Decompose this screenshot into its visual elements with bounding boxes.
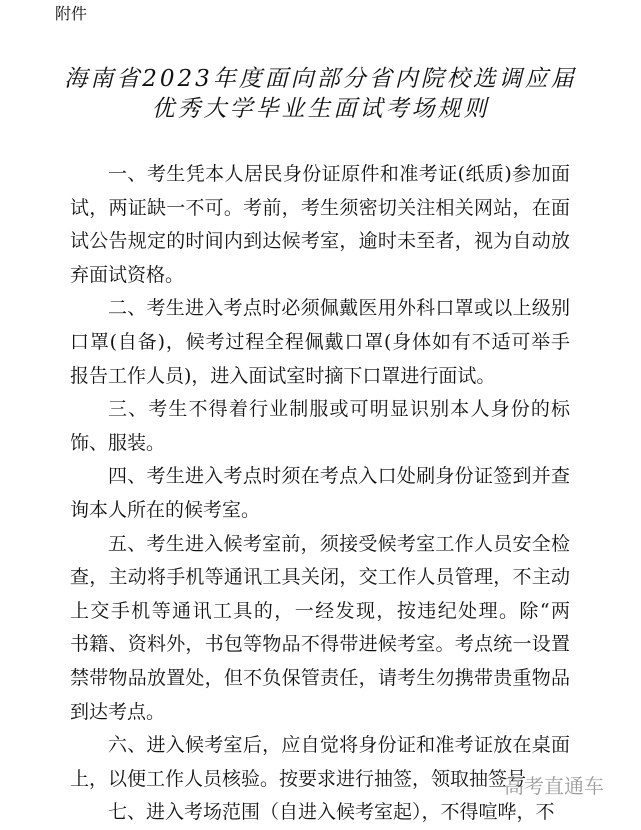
paragraph-line: 弃面试资格。 — [70, 263, 185, 286]
paragraph-line: 试，两证缺一不可。考前，考生须密切关注相关网站，在面 — [70, 196, 570, 219]
rule-paragraph — [70, 158, 570, 292]
paragraph-line: 一、考生凭本人居民身份证原件和准考证(纸质)参加面 — [108, 163, 570, 185]
paragraph-line: 口罩(自备)，候考过程全程佩戴口罩(身体如有不适可举手 — [70, 330, 570, 353]
paragraph-line: 禁带物品放置处，但不负保管责任，请考生勿携带贵重物品 — [70, 666, 570, 689]
document-body — [70, 158, 570, 830]
paragraph-line: 三、考生不得着行业制服或可明显识别本人身份的标 — [108, 398, 570, 421]
watermark: 高考直通车 — [504, 774, 604, 798]
paragraph-line: 试公告规定的时间内到达候考室，逾时未至者，视为自动放 — [70, 230, 570, 253]
paragraph-line: 上，以便工作人员核验。按要求进行抽签，领取抽签号 — [70, 767, 527, 790]
paragraph-line: 报告工作人员)，进入面试室时摘下口罩进行面试。 — [70, 364, 496, 387]
paragraph-line: 七、进入考场范围（自进入候考室起），不得喧哗，不 — [108, 801, 555, 824]
rule-paragraph — [70, 796, 570, 830]
rule-paragraph — [70, 729, 570, 796]
paragraph-line: 饰、服装。 — [70, 431, 166, 454]
rule-paragraph — [70, 292, 570, 393]
attachment-label: 附件 — [55, 4, 88, 23]
paragraph-line: 到达考点。 — [70, 700, 166, 723]
paragraph-line: 六、进入候考室后，应自觉将身份证和准考证放在桌面 — [108, 734, 570, 757]
paragraph-line: 上交手机等通讯工具的，一经发现，按违纪处理。除“两 — [70, 599, 570, 622]
rule-paragraph — [70, 393, 570, 460]
paragraph-line: 二、考生进入考点时必须佩戴医用外科口罩或以上级别 — [108, 297, 570, 320]
paragraph-line: 书籍、资料外，书包等物品不得带进候考室。考点统一设置 — [70, 633, 570, 656]
document-title-line-1: 海南省2023年度面向部分省内院校选调应届 — [64, 66, 577, 92]
paragraph-line: 查，主动将手机等通讯工具关闭，交工作人员管理，不主动 — [70, 566, 570, 589]
document-title-line-2: 优秀大学毕业生面试考场规则 — [151, 96, 490, 122]
paragraph-line: 询本人所在的候考室。 — [70, 498, 261, 521]
paragraph-line: 五、考生进入候考室前，须接受候考室工作人员安全检 — [108, 532, 570, 555]
paragraph-line: 四、考生进入考点时须在考点入口处刷身份证签到并查 — [108, 465, 570, 488]
rule-paragraph — [70, 460, 570, 527]
rule-paragraph — [70, 528, 570, 730]
